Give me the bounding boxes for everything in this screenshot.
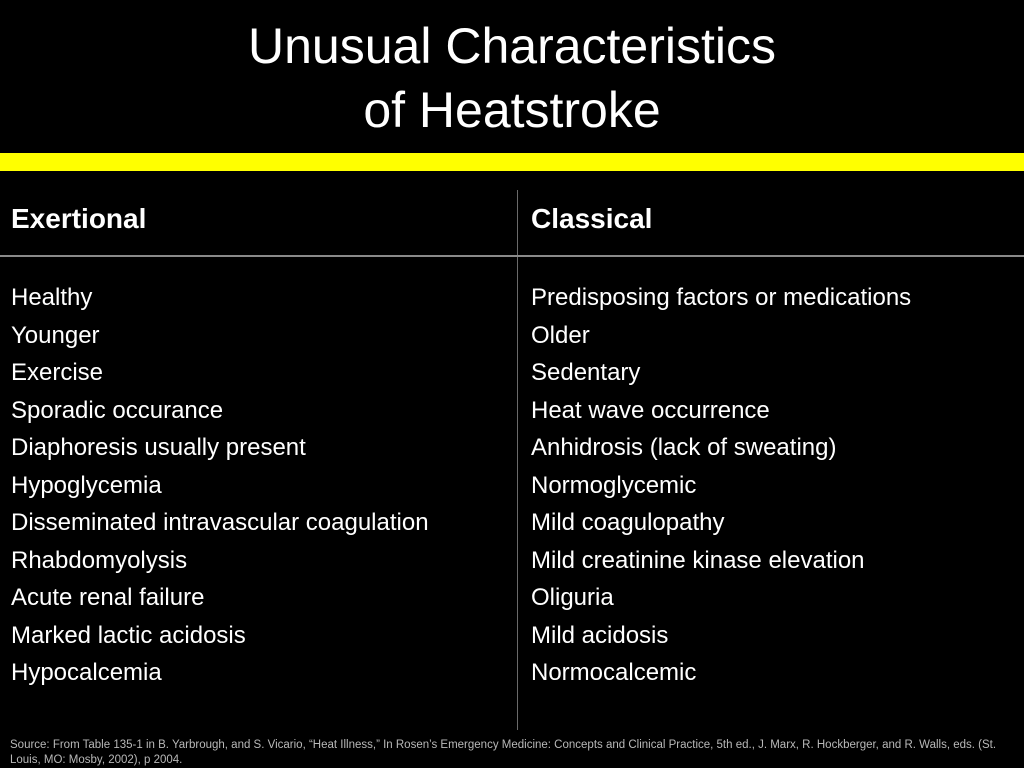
column-header-exertional: Exertional <box>11 203 147 234</box>
list-item: Older <box>531 321 590 349</box>
list-item: Disseminated intravascular coagulation <box>11 509 429 536</box>
list-item: Exercise <box>11 359 104 386</box>
list-item: Rhabdomyolysis <box>11 546 188 574</box>
list-item: Oliguria <box>531 584 614 611</box>
header-rule <box>0 255 1024 257</box>
list-item: Predisposing factors or medications <box>531 284 912 311</box>
classical-list <box>531 279 1021 692</box>
exertional-list <box>11 279 511 692</box>
list-item: Sporadic occurance <box>11 396 224 424</box>
list-item: Diaphoresis usually present <box>11 434 306 461</box>
list-item: Younger <box>11 321 100 349</box>
column-divider <box>517 190 518 730</box>
list-item: Anhidrosis (lack of sweating) <box>531 434 837 461</box>
list-item: Sedentary <box>531 359 641 386</box>
yellow-accent-bar <box>0 153 1024 171</box>
list-item: Healthy <box>11 284 93 311</box>
list-item: Normoglycemic <box>531 471 697 499</box>
title-line-2: of Heatstroke <box>363 82 661 138</box>
comparison-table <box>0 190 1024 730</box>
list-item: Mild creatinine kinase elevation <box>531 546 865 574</box>
list-item: Heat wave occurrence <box>531 396 770 424</box>
list-item: Hypocalcemia <box>11 659 162 686</box>
list-item: Mild coagulopathy <box>531 509 725 536</box>
list-item: Mild acidosis <box>531 621 669 649</box>
list-item: Normocalcemic <box>531 659 697 686</box>
slide-title <box>0 14 1024 142</box>
source-citation: Source: From Table 135-1 in B. Yarbrough, and S. Vicario, “Heat Illness,” In Rosen’s Emergency Medicine: Concepts and Clinical Practice, 5th ed., J. Marx, R. Hockberger, and R. Walls, eds. (St. Louis, MO: Mosby, 2002), p 2004. <box>10 739 997 766</box>
list-item: Hypoglycemia <box>11 471 162 499</box>
title-line-1: Unusual Characteristics <box>248 18 776 74</box>
list-item: Marked lactic acidosis <box>11 621 246 649</box>
column-header-classical: Classical <box>531 203 653 234</box>
list-item: Acute renal failure <box>11 584 205 611</box>
